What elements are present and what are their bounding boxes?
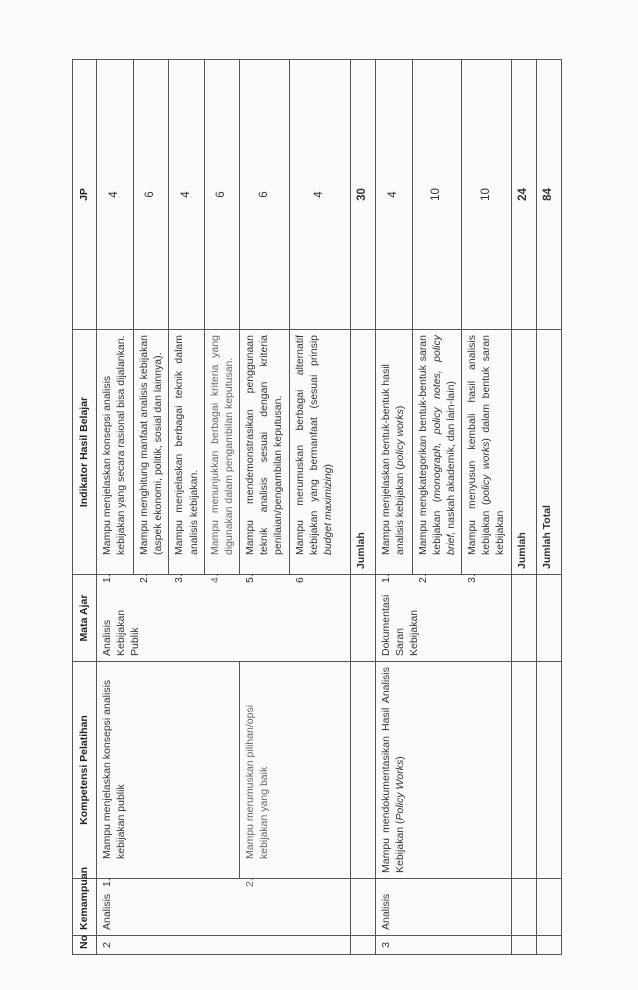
empty-cell xyxy=(511,662,536,879)
item-text: Mampu mengkategorikan bentuk-bentuk saran kebijakan ( xyxy=(416,335,443,555)
jumlah-total-value: 84 xyxy=(536,60,561,330)
item-number: 2. xyxy=(138,574,150,583)
item-number: 1. xyxy=(101,574,113,583)
item-text-end: naskah akademik, dan lain-lain) xyxy=(444,381,457,532)
item-text: Mampu merumuskan berbagai alternatif kebijakan yang bermanfaat (sesuai prinsip xyxy=(293,335,320,555)
item-text: Mampu mendokumentasikan Hasil Analisis Kebijakan ( xyxy=(379,667,406,873)
item-number: 2. xyxy=(416,574,429,583)
empty-cell xyxy=(511,936,536,955)
item-text: Mampu menghitung manfaat analisis kebijakan (aspek ekonomi, politik, sosial dan lainnya). xyxy=(138,335,165,555)
empty-cell xyxy=(350,575,375,662)
item-text: Mampu mendemonstrasikan penggunaan teknik analisis sesuai dengan kriteria penilaian/pengambilan keputusan. xyxy=(244,335,285,555)
empty-cell xyxy=(536,575,561,662)
item-text: Mampu menunjukkan berbagai kriteria yang digunakan dalam pengambilan keputusan. xyxy=(208,335,235,555)
header-kemampuan: Kemampuan xyxy=(73,879,97,936)
row-kemampuan: Analisis xyxy=(375,879,511,936)
kompetensi-item xyxy=(375,662,511,879)
item-text: Mampu menjelaskan konsepsi analisis kebijakan publik xyxy=(101,679,128,859)
item-text-italic: monograph, policy notes, policy brief, xyxy=(430,335,457,555)
item-number: 5. xyxy=(244,574,257,583)
empty-cell xyxy=(350,936,375,955)
rotated-table-container xyxy=(72,60,554,955)
jp-cell: 6 xyxy=(134,60,169,330)
jp-cell: 4 xyxy=(375,60,412,330)
indikator-item xyxy=(169,330,204,583)
header-row xyxy=(73,60,97,955)
empty-cell xyxy=(350,662,375,879)
item-text-italic: policy works xyxy=(393,409,406,467)
jumlah-label: Jumlah xyxy=(350,330,375,575)
jp-cell: 4 xyxy=(97,60,134,330)
row-mata-ajar: Dokumentasi Saran Kebijakan xyxy=(375,575,511,662)
header-no: No xyxy=(73,936,97,955)
item-number: 2. xyxy=(244,878,257,887)
item-text-italic: policy works xyxy=(480,441,493,502)
table-row xyxy=(375,60,412,955)
empty-cell xyxy=(536,936,561,955)
item-text: Mampu menjelaskan konsepsi analisis kebijakan yang secara rasional bisa dijalankan. xyxy=(101,335,128,555)
row-no: 2 xyxy=(97,936,351,955)
item-text: Mampu menjelaskan bentuk-bentuk hasil analisis kebijakan ( xyxy=(379,364,406,555)
item-text: Mampu merumuskan pilihan/opsi kebijakan yang baik xyxy=(244,704,271,859)
kompetensi-item xyxy=(97,662,240,887)
kompetensi-item xyxy=(240,662,351,887)
item-text-italic: budget maximizing xyxy=(321,467,334,555)
empty-cell xyxy=(536,662,561,879)
table-row xyxy=(97,60,134,955)
empty-cell xyxy=(350,879,375,936)
item-text-end: ) xyxy=(321,463,334,468)
subtotal-row xyxy=(350,60,375,955)
jp-cell: 4 xyxy=(289,60,350,330)
item-number: 1. xyxy=(379,574,392,583)
indikator-item xyxy=(134,330,169,583)
jp-cell: 4 xyxy=(169,60,204,330)
jumlah-label: Jumlah xyxy=(511,330,536,575)
item-number: 1. xyxy=(101,878,113,887)
header-indikator: Indikator Hasil Belajar xyxy=(73,330,97,575)
empty-cell xyxy=(536,879,561,936)
row-kemampuan: Analisis xyxy=(97,879,351,936)
indikator-item xyxy=(97,330,134,583)
item-text: Mampu menyusun kembali hasil analisis kebijakan ( xyxy=(466,335,493,555)
jp-cell: 10 xyxy=(462,60,512,330)
header-mata-ajar: Mata Ajar xyxy=(73,575,97,662)
empty-cell xyxy=(511,879,536,936)
subtotal-row xyxy=(511,60,536,955)
indikator-item xyxy=(462,330,512,583)
indikator-item xyxy=(375,330,412,583)
item-text: Mampu menjelaskan berbagai teknik dalam analisis kebijakan. xyxy=(173,335,200,555)
table-row xyxy=(240,60,290,955)
indikator-item xyxy=(240,330,290,583)
item-number: 3. xyxy=(173,574,186,583)
indikator-item xyxy=(412,330,462,583)
indikator-item xyxy=(289,330,350,583)
item-text-end: ) xyxy=(393,405,406,410)
header-jp: JP xyxy=(73,60,97,330)
empty-cell xyxy=(511,575,536,662)
row-mata-ajar: Analisis Kebijakan Publik xyxy=(97,575,351,662)
item-text-end: ) xyxy=(393,756,406,760)
item-number: 6 xyxy=(293,577,306,583)
jumlah-value: 24 xyxy=(511,60,536,330)
total-row xyxy=(536,60,561,955)
item-number: 3. xyxy=(466,574,479,583)
jp-cell: 6 xyxy=(204,60,239,330)
item-text-italic: Policy Works xyxy=(393,759,406,821)
header-kompetensi: Kompetensi Pelatihan xyxy=(73,662,97,879)
jumlah-value: 30 xyxy=(350,60,375,330)
jp-cell: 10 xyxy=(412,60,462,330)
indikator-item xyxy=(204,330,239,583)
row-no: 3 xyxy=(375,936,511,955)
competency-table xyxy=(72,59,562,955)
jp-cell: 6 xyxy=(240,60,290,330)
item-number: 4. xyxy=(208,574,221,583)
item-text-end: ) dalam bentuk saran kebijakan xyxy=(480,335,507,555)
jumlah-total-label: Jumlah Total xyxy=(536,330,561,575)
